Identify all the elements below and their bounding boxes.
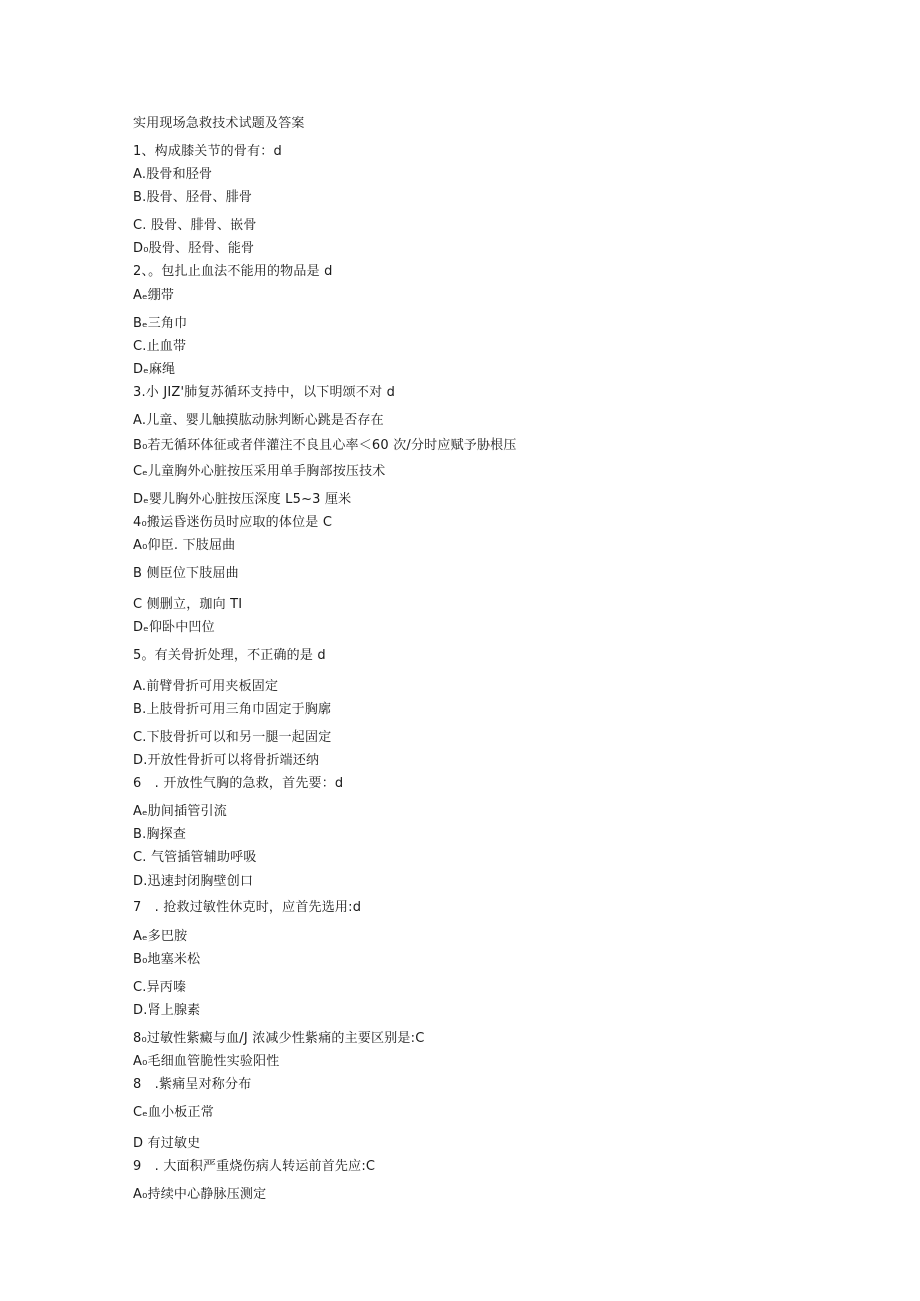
option-line: C.下肢骨折可以和另一腿一起固定 (133, 730, 332, 745)
option-line: D₀股骨、胫骨、能骨 (133, 241, 255, 256)
question-1: 1、构成膝关节的骨有：d (133, 144, 282, 159)
option-line: B 侧臣位下肢屈曲 (133, 566, 239, 581)
option-line: A₀持续中心静脉压测定 (133, 1187, 267, 1202)
option-line: B.胸探查 (133, 827, 187, 842)
question-7: 7 . 抢救过敏性休克时，应首先选用:d (133, 900, 362, 915)
option-line: Dₑ仰卧中凹位 (133, 620, 215, 635)
option-line: A₀毛细血管脆性实验阳性 (133, 1054, 280, 1069)
option-line: A.股骨和胫骨 (133, 167, 213, 182)
option-line: B₀地塞米松 (133, 952, 201, 967)
question-4: 4₀搬运昏迷伤员时应取的体位是 C (133, 515, 333, 530)
option-line: C 侧删立，珈向 TI (133, 597, 243, 612)
document-title: 实用现场急救技术试题及答案 (133, 116, 305, 131)
option-line: C. 股骨、腓骨、嵌骨 (133, 218, 257, 233)
option-line: Cₑ血小板正常 (133, 1105, 214, 1120)
option-line: C. 气管插管辅助呼吸 (133, 850, 257, 865)
option-line: 8 .紫痛呈对称分布 (133, 1077, 252, 1092)
option-line: Bₑ三角巾 (133, 316, 188, 331)
option-line: C.异丙嗪 (133, 980, 187, 995)
question-6: 6 . 开放性气胸的急救，首先要：d (133, 776, 344, 791)
option-line: Dₑ麻绳 (133, 362, 176, 377)
option-line: C.止血带 (133, 339, 187, 354)
question-8: 8₀过敏性紫癜与血/J 浓减少性紫痛的主要区别是:C (133, 1031, 425, 1046)
option-line: A.前臂骨折可用夹板固定 (133, 679, 279, 694)
option-line: D.迅速封闭胸壁创口 (133, 874, 254, 889)
option-line: Dₑ婴儿胸外心脏按压深度 L5~3 厘米 (133, 492, 352, 507)
option-line: A₀仰臣. 下肢屈曲 (133, 538, 236, 553)
question-5: 5。有关骨折处理，不正确的是 d (133, 648, 326, 663)
option-line: D.开放性骨折可以将骨折端还纳 (133, 753, 320, 768)
option-line: B₀若无循环体征或者伴灌注不良且心率＜60 次/分时应赋予胁根压 (133, 438, 517, 453)
question-3: 3.小 JIZ'肺复苏循环支持中，以下明颂不对 d (133, 385, 396, 400)
question-2: 2、。包扎止血法不能用的物品是 d (133, 264, 333, 279)
option-line: Cₑ儿童胸外心脏按压采用单手胸部按压技术 (133, 464, 386, 479)
option-line: Aₑ绷带 (133, 288, 175, 303)
option-line: B.股骨、胫骨、腓骨 (133, 190, 253, 205)
option-line: D 有过敏史 (133, 1136, 201, 1151)
option-line: A.儿童、婴儿触摸肱动脉判断心跳是否存在 (133, 413, 384, 428)
option-line: B.上肢骨折可用三角巾固定于胸廓 (133, 702, 332, 717)
option-line: D.肾上腺素 (133, 1003, 201, 1018)
question-9: 9 . 大面积严重烧伤病人转运前首先应:C (133, 1159, 376, 1174)
option-line: Aₑ多巴胺 (133, 929, 188, 944)
option-line: Aₑ肋间插管引流 (133, 804, 227, 819)
